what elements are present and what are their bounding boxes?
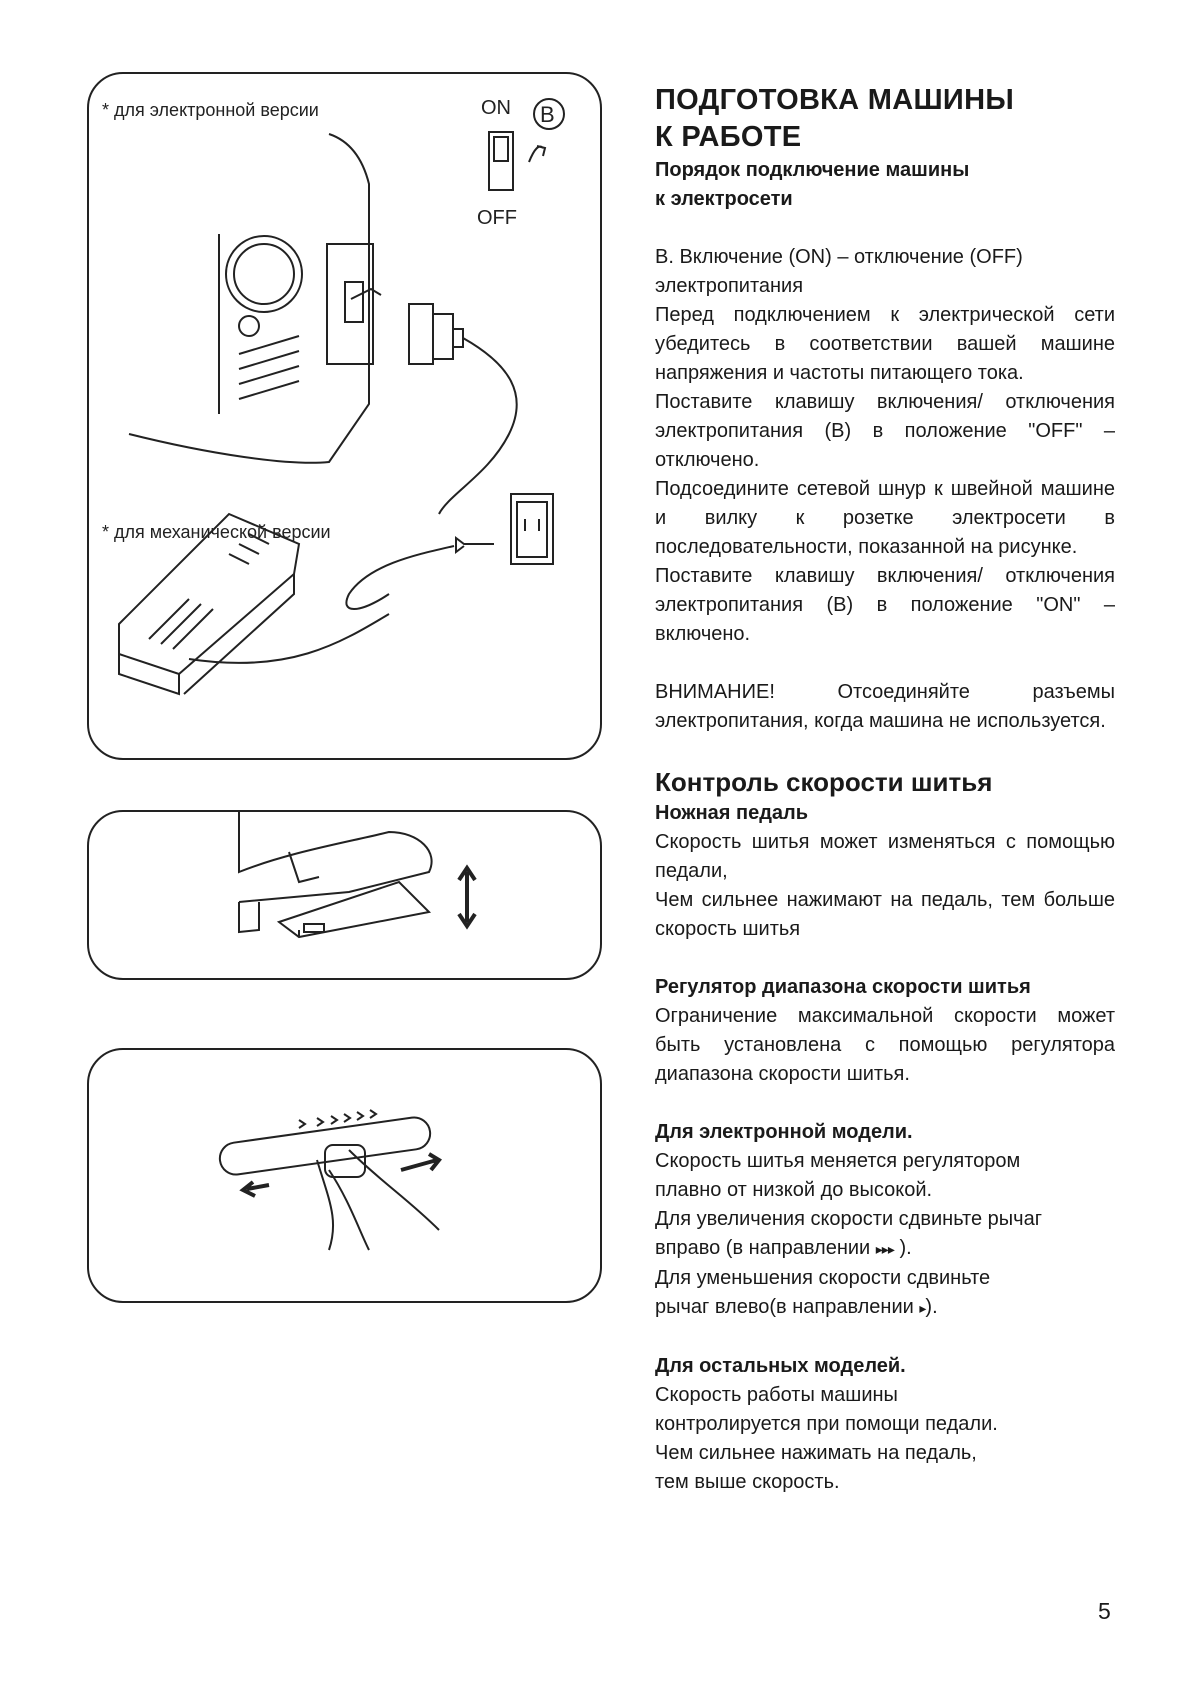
voltage-check-paragraph: Перед подключением к электрической сети убедитесь в соответствии вашей машине напряжения и частоты питающего тока. — [655, 304, 1115, 384]
other-line2: контролируется при помощи педали. — [655, 1413, 998, 1435]
left-arrow-icon — [243, 1182, 269, 1196]
other-line1: Скорость работы машины — [655, 1384, 898, 1406]
electronic-model-heading: Для электронной модели. — [655, 1121, 913, 1143]
other-line4: тем выше скорость. — [655, 1471, 840, 1493]
foot-pedal-drawing — [89, 812, 604, 982]
machine-plug-icon — [409, 304, 433, 364]
pedal-paragraph-2: Чем сильнее нажимают на педаль, тем больше скорость шитья — [655, 889, 1115, 940]
subtitle-line2: к электросети — [655, 188, 793, 210]
right-arrow-icon — [401, 1154, 439, 1170]
electronic-line2: плавно от низкой до высокой. — [655, 1179, 933, 1201]
connection-illustration-panel — [87, 72, 602, 760]
foot-controller-icon — [119, 514, 299, 674]
electronic-line4: вправо (в направлении ▸▸▸ ). — [655, 1237, 912, 1259]
page-number: 5 — [1098, 1598, 1111, 1624]
speed-regulator-illustration-panel — [87, 1048, 602, 1303]
slow-direction-icon: ▸ — [919, 1300, 926, 1316]
electronic-version-label: * для электронной версии — [102, 100, 319, 120]
other-line3: Чем сильнее нажимать на педаль, — [655, 1442, 977, 1464]
electronic-line6: рычаг влево(в направлении ▸). — [655, 1296, 938, 1318]
shoe-icon — [239, 812, 432, 902]
foot-pedal-heading: Ножная педаль — [655, 802, 809, 824]
other-models-heading: Для остальных моделей. — [655, 1355, 906, 1377]
machine-body-outline — [129, 134, 369, 463]
text-column — [655, 82, 1115, 1497]
switch-off-label: OFF — [477, 207, 517, 229]
mechanical-version-label: * для механической версии — [102, 522, 331, 542]
subtitle-line1: Порядок подключение машины — [655, 159, 970, 181]
fast-direction-icon: ▸▸▸ — [875, 1241, 894, 1257]
regulator-heading: Регулятор диапазона скорости шитья — [655, 976, 1031, 998]
power-switch-line2: электропитания — [655, 275, 804, 297]
foot-pedal-illustration-panel — [87, 810, 602, 980]
power-cord — [439, 338, 517, 514]
switch-arrow-icon — [529, 146, 545, 162]
up-down-arrow-icon — [459, 868, 475, 926]
page-title-line1: ПОДГОТОВКА МАШИНЫ — [655, 84, 1015, 116]
power-switch-line1: В. Включение (ON) – отключение (OFF) — [655, 246, 1023, 268]
handwheel-icon — [226, 236, 302, 312]
connection-drawing — [89, 74, 604, 762]
electronic-line1: Скорость шитья меняется регулятором — [655, 1150, 1021, 1172]
regulator-paragraph: Ограничение максимальной скорости может быть установлена с помощью регулятора диапазона скорости шитья. — [655, 1005, 1115, 1085]
switch-b-letter: B — [540, 102, 555, 127]
electronic-line3: Для увеличения скорости сдвиньте рычаг — [655, 1208, 1043, 1230]
speed-regulator-drawing — [89, 1050, 604, 1305]
switch-off-paragraph: Поставите клавишу включения/ отключения электропитания (В) в положение "OFF" – отключено. — [655, 391, 1115, 471]
switch-on-paragraph: Поставите клавишу включения/ отключения электропитания (В) в положение "ON" – включено. — [655, 565, 1115, 645]
warning-paragraph: ВНИМАНИЕ! Отсоединяйте разъемы электропитания, когда машина не используется. — [655, 681, 1115, 732]
machine-socket-panel — [327, 244, 373, 364]
electronic-line5: Для уменьшения скорости сдвиньте — [655, 1267, 991, 1289]
speed-control-heading: Контроль скорости шитья — [655, 767, 993, 797]
switch-on-label: ON — [481, 97, 511, 119]
connect-cord-paragraph: Подсоедините сетевой шнур к швейной машине и вилку к розетке электросети в последовательности, показанной на рисунке. — [655, 478, 1115, 558]
page-title-line2: К РАБОТЕ — [655, 121, 802, 153]
wall-plug-icon — [456, 538, 494, 552]
pedal-paragraph-1: Скорость шитья может изменяться с помощью педали, — [655, 831, 1115, 882]
